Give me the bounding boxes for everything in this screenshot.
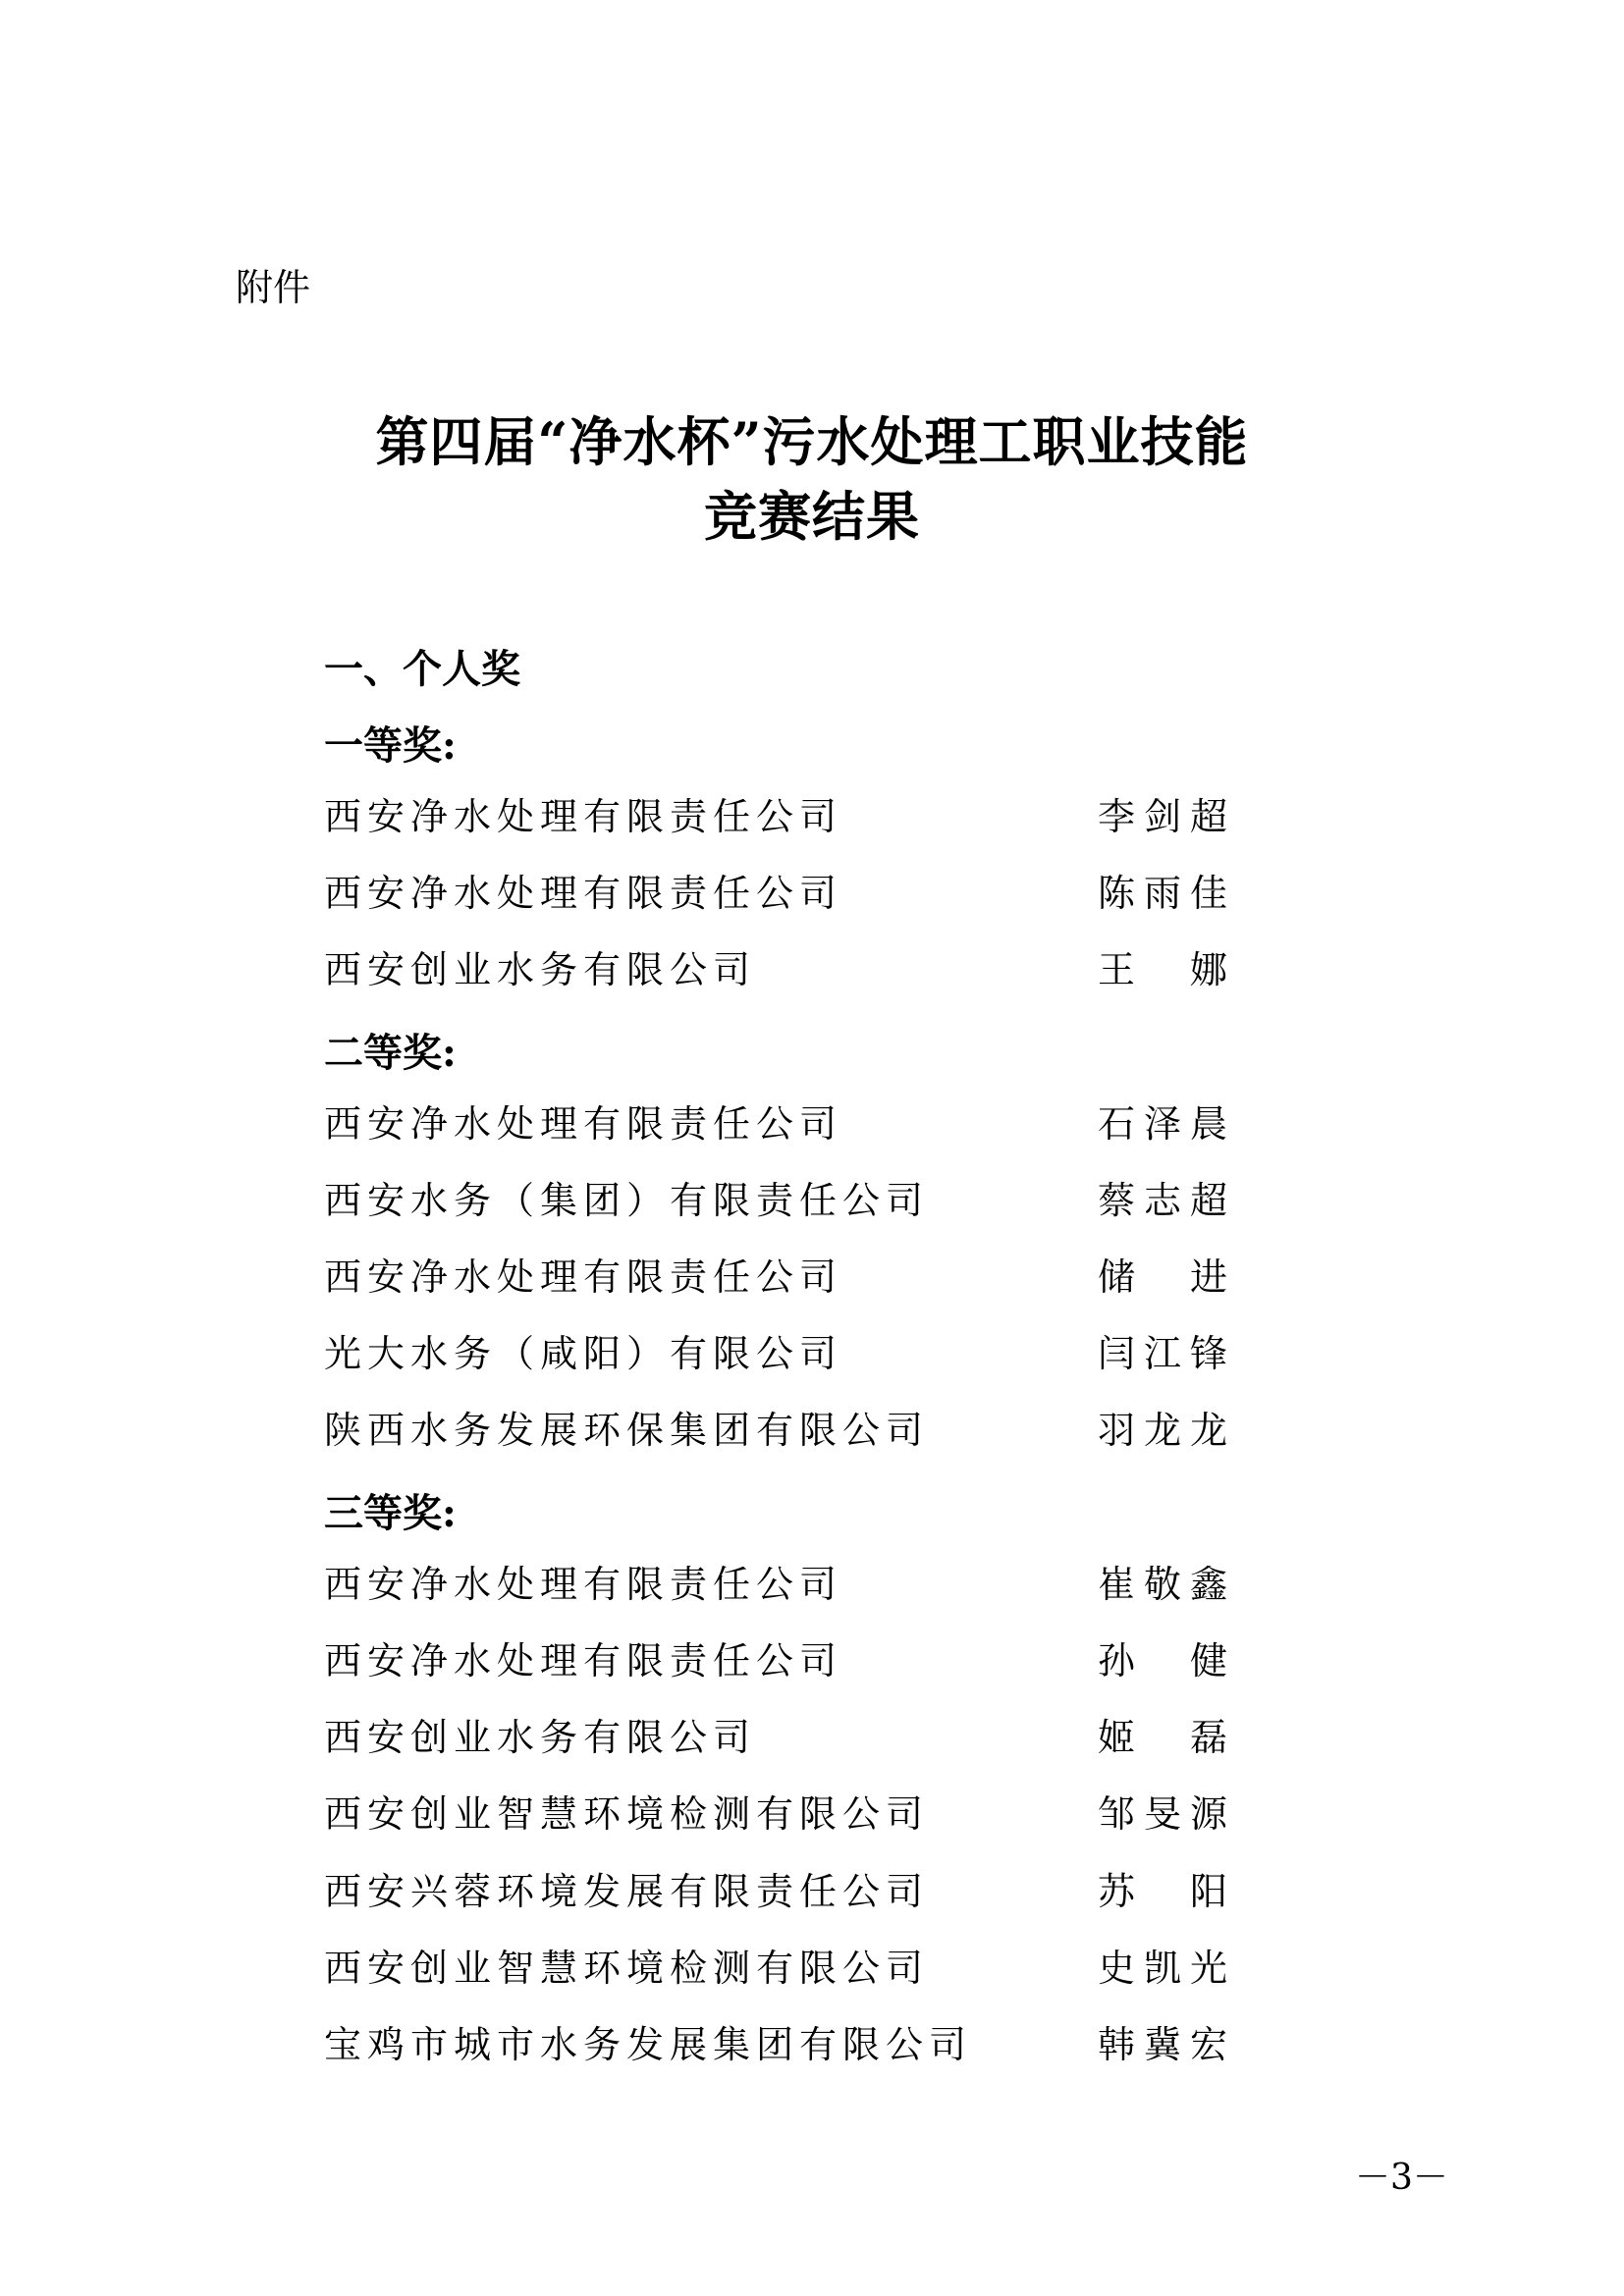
- award-row: [324, 1091, 1227, 1149]
- winner-name: 储 进: [1098, 1255, 1227, 1299]
- company-name: 西安创业水务有限公司: [324, 948, 757, 992]
- company-name: 西安净水处理有限责任公司: [324, 1101, 843, 1146]
- company-name: 西安净水处理有限责任公司: [324, 1638, 843, 1682]
- company-name: 西安净水处理有限责任公司: [324, 1562, 843, 1606]
- company-name: 西安创业智慧环境检测有限公司: [324, 1792, 930, 1837]
- winner-name: 闫江锋: [1098, 1332, 1227, 1376]
- winner-name: 邹旻源: [1098, 1792, 1227, 1837]
- page-number: －3－: [1355, 2158, 1448, 2198]
- winner-name: 崔敬鑫: [1098, 1562, 1227, 1606]
- section-heading: 一、个人奖: [324, 646, 520, 692]
- award-row: [324, 1551, 1227, 1610]
- award-row: [324, 1858, 1227, 1917]
- winner-name: 苏 阳: [1098, 1869, 1227, 1913]
- award-row: [324, 2011, 1227, 2070]
- winner-name: 孙 健: [1098, 1638, 1227, 1682]
- company-name: 西安净水处理有限责任公司: [324, 1255, 843, 1299]
- winner-name: 李剑超: [1098, 794, 1227, 838]
- company-name: 西安创业智慧环境检测有限公司: [324, 1946, 930, 1990]
- document-title-line1: 第四届“净水杯”污水处理工职业技能: [375, 410, 1249, 473]
- winner-name: 羽龙龙: [1098, 1409, 1227, 1453]
- award-category-heading: 一等奖:: [324, 722, 457, 769]
- award-row: [324, 1398, 1227, 1457]
- award-row: [324, 1705, 1227, 1764]
- company-name: 陕西水务发展环保集团有限公司: [324, 1409, 930, 1453]
- award-row: [324, 1782, 1227, 1841]
- company-name: 西安净水处理有限责任公司: [324, 794, 843, 838]
- company-name: 光大水务（咸阳）有限公司: [324, 1332, 843, 1376]
- award-row: [324, 783, 1227, 842]
- winner-name: 史凯光: [1098, 1946, 1227, 1990]
- company-name: 西安创业水务有限公司: [324, 1716, 757, 1760]
- award-row: [324, 937, 1227, 996]
- award-row: [324, 1935, 1227, 1994]
- award-row: [324, 1628, 1227, 1686]
- award-row: [324, 860, 1227, 919]
- winner-name: 王 娜: [1098, 948, 1227, 992]
- attachment-label: 附件: [236, 266, 311, 309]
- company-name: 西安净水处理有限责任公司: [324, 871, 843, 915]
- winner-name: 陈雨佳: [1098, 871, 1227, 915]
- company-name: 西安水务（集团）有限责任公司: [324, 1178, 930, 1222]
- winner-name: 石泽晨: [1098, 1101, 1227, 1146]
- winner-name: 姬 磊: [1098, 1716, 1227, 1760]
- company-name: 宝鸡市城市水务发展集团有限公司: [324, 2022, 973, 2066]
- award-row: [324, 1167, 1227, 1226]
- award-row: [324, 1244, 1227, 1303]
- award-row: [324, 1321, 1227, 1380]
- winner-name: 蔡志超: [1098, 1178, 1227, 1222]
- company-name: 西安兴蓉环境发展有限责任公司: [324, 1869, 930, 1913]
- winner-name: 韩冀宏: [1098, 2022, 1227, 2066]
- award-category-heading: 二等奖:: [324, 1029, 457, 1076]
- document-title-line2: 竞赛结果: [704, 485, 920, 548]
- award-category-heading: 三等奖:: [324, 1490, 457, 1536]
